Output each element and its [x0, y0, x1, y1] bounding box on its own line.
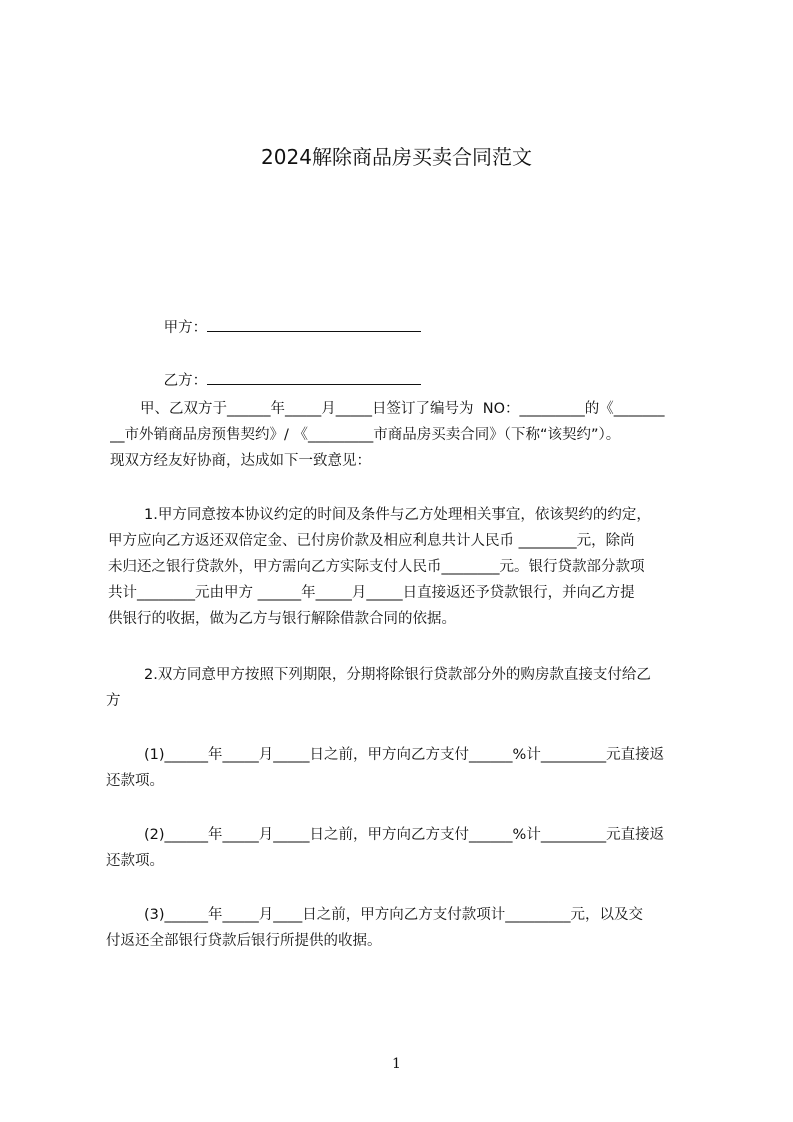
item-2-line-2: 还款项。: [106, 853, 164, 869]
party-b-label: 乙方：: [163, 373, 208, 389]
intro-line-1: 甲、乙双方于______年_____月_____日签订了编号为 NO：_________的《_______: [140, 401, 665, 417]
page-number: 1: [392, 1056, 401, 1072]
item-3: [106, 902, 708, 954]
party-b-blank: [207, 370, 421, 385]
party-a-blank: [207, 317, 421, 332]
item-3-line-2: 付返还全部银行贷款后银行所提供的收据。: [106, 933, 382, 949]
item-1-line-1: (1)______年_____月_____日之前，甲方向乙方支付______%计_________元直接返: [144, 747, 665, 763]
clause-2: [106, 662, 708, 714]
clause-1: [108, 502, 708, 632]
clause-1-line-3: 未归还之银行贷款外，甲方需向乙方实际支付人民币________元。银行贷款部分款项: [108, 559, 645, 575]
clause-1-line-1: 1.甲方同意按本协议约定的时间及条件与乙方处理相关事宜，依该契约的约定，: [144, 507, 651, 523]
intro-line-3: 现双方经友好协商，达成如下一致意见：: [110, 453, 371, 469]
clause-1-line-2: 甲方应向乙方返还双倍定金、已付房价款及相应利息共计人民币 ________元，除尚: [108, 533, 635, 549]
item-1: [106, 742, 708, 794]
clause-1-line-4: 共计________元由甲方 ______年_____月_____日直接返还予贷款银行，并向乙方提: [108, 585, 635, 601]
party-a-label: 甲方：: [163, 320, 208, 336]
item-2-line-1: (2)______年_____月_____日之前，甲方向乙方支付______%计_________元直接返: [144, 827, 665, 843]
clause-1-line-5: 供银行的收据，做为乙方与银行解除借款合同的依据。: [108, 611, 456, 627]
clause-2-line-1: 2.双方同意甲方按照下列期限，分期将除银行贷款部分外的购房款直接支付给乙: [144, 667, 651, 683]
document-title: 2024解除商品房买卖合同范文: [261, 145, 532, 169]
item-2: [106, 822, 708, 874]
item-1-line-2: 还款项。: [106, 773, 164, 789]
item-3-line-1: (3)______年_____月____日之前，甲方向乙方支付款项计_________元，以及交: [144, 907, 644, 923]
intro-line-2: __市外销商品房预售契约》/ 《_________市商品房买卖合同》（下称“该契约”）。: [110, 427, 621, 443]
clause-2-line-2: 方: [106, 693, 121, 709]
intro-paragraph: [110, 396, 708, 474]
